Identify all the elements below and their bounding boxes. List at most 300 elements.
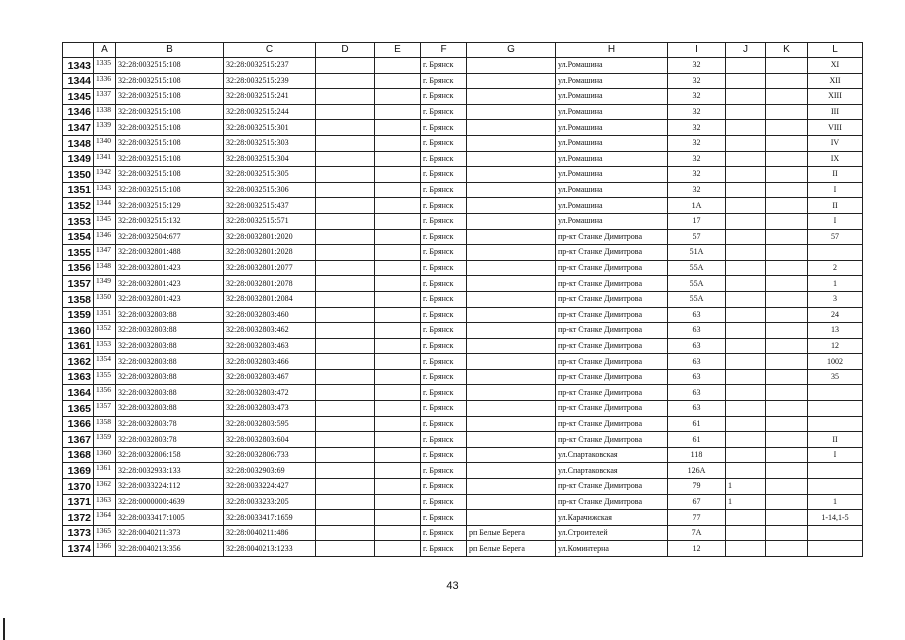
row-number[interactable]: 1369 [63, 463, 94, 479]
cell-e[interactable] [375, 135, 421, 151]
cell-j[interactable] [726, 525, 766, 541]
cell-d[interactable] [316, 385, 375, 401]
cell-b[interactable]: 32:28:0040213:356 [116, 541, 224, 557]
cell-b[interactable]: 32:28:0032515:108 [116, 151, 224, 167]
cell-f[interactable]: г. Брянск [421, 541, 467, 557]
cell-g[interactable] [467, 135, 556, 151]
cell-h[interactable]: пр-кт Станке Димитрова [556, 369, 668, 385]
cell-j[interactable] [726, 510, 766, 526]
cell-b[interactable]: 32:28:0032806:158 [116, 447, 224, 463]
row-number[interactable]: 1348 [63, 135, 94, 151]
cell-b[interactable]: 32:28:0032803:78 [116, 432, 224, 448]
row-number[interactable]: 1365 [63, 401, 94, 417]
row-number[interactable]: 1364 [63, 385, 94, 401]
cell-i[interactable]: 61 [668, 432, 726, 448]
cell-b[interactable]: 32:28:0032515:108 [116, 167, 224, 183]
cell-g[interactable] [467, 104, 556, 120]
cell-i[interactable]: 63 [668, 385, 726, 401]
cell-l[interactable]: 3 [808, 291, 863, 307]
cell-h[interactable]: пр-кт Станке Димитрова [556, 260, 668, 276]
cell-c[interactable]: 32:28:0032515:244 [224, 104, 316, 120]
cell-h[interactable]: ул.Ромашина [556, 73, 668, 89]
cell-g[interactable] [467, 89, 556, 105]
cell-i[interactable]: 32 [668, 58, 726, 74]
cell-l[interactable]: 12 [808, 338, 863, 354]
row-number[interactable]: 1347 [63, 120, 94, 136]
cell-b[interactable]: 32:28:0032515:108 [116, 120, 224, 136]
cell-j[interactable] [726, 354, 766, 370]
cell-b[interactable]: 32:28:0032515:108 [116, 89, 224, 105]
cell-c[interactable]: 32:28:0032806:733 [224, 447, 316, 463]
cell-d[interactable] [316, 245, 375, 261]
cell-j[interactable] [726, 198, 766, 214]
column-header-b[interactable]: B [116, 43, 224, 58]
cell-l[interactable]: I [808, 182, 863, 198]
cell-a[interactable]: 1355 [94, 369, 116, 385]
cell-h[interactable]: пр-кт Станке Димитрова [556, 338, 668, 354]
cell-a[interactable]: 1360 [94, 447, 116, 463]
cell-j[interactable] [726, 385, 766, 401]
cell-e[interactable] [375, 167, 421, 183]
cell-g[interactable] [467, 401, 556, 417]
row-number[interactable]: 1344 [63, 73, 94, 89]
cell-l[interactable]: I [808, 447, 863, 463]
cell-h[interactable]: ул.Строителей [556, 525, 668, 541]
cell-f[interactable]: г. Брянск [421, 73, 467, 89]
cell-g[interactable] [467, 323, 556, 339]
cell-i[interactable]: 126А [668, 463, 726, 479]
cell-c[interactable]: 32:28:0032803:463 [224, 338, 316, 354]
cell-c[interactable]: 32:28:0032515:301 [224, 120, 316, 136]
cell-j[interactable] [726, 260, 766, 276]
cell-d[interactable] [316, 447, 375, 463]
cell-d[interactable] [316, 291, 375, 307]
cell-e[interactable] [375, 89, 421, 105]
cell-i[interactable]: 55А [668, 260, 726, 276]
cell-e[interactable] [375, 338, 421, 354]
cell-b[interactable]: 32:28:0032803:88 [116, 369, 224, 385]
cell-l[interactable]: 24 [808, 307, 863, 323]
cell-b[interactable]: 32:28:0032801:423 [116, 276, 224, 292]
cell-h[interactable]: пр-кт Станке Димитрова [556, 494, 668, 510]
cell-c[interactable]: 32:28:0032515:571 [224, 213, 316, 229]
cell-k[interactable] [766, 104, 808, 120]
cell-b[interactable]: 32:28:0032515:108 [116, 182, 224, 198]
cell-h[interactable]: ул.Спартаковская [556, 463, 668, 479]
cell-f[interactable]: г. Брянск [421, 58, 467, 74]
column-header-d[interactable]: D [316, 43, 375, 58]
cell-k[interactable] [766, 447, 808, 463]
row-number[interactable]: 1343 [63, 58, 94, 74]
cell-a[interactable]: 1336 [94, 73, 116, 89]
cell-b[interactable]: 32:28:0032933:133 [116, 463, 224, 479]
cell-j[interactable] [726, 182, 766, 198]
cell-a[interactable]: 1363 [94, 494, 116, 510]
cell-d[interactable] [316, 260, 375, 276]
cell-c[interactable]: 32:28:0032803:595 [224, 416, 316, 432]
cell-f[interactable]: г. Брянск [421, 291, 467, 307]
cell-e[interactable] [375, 447, 421, 463]
cell-k[interactable] [766, 58, 808, 74]
cell-j[interactable] [726, 245, 766, 261]
cell-d[interactable] [316, 510, 375, 526]
cell-l[interactable] [808, 416, 863, 432]
cell-c[interactable]: 32:28:0032515:305 [224, 167, 316, 183]
cell-j[interactable] [726, 323, 766, 339]
cell-a[interactable]: 1362 [94, 479, 116, 495]
cell-l[interactable]: II [808, 432, 863, 448]
cell-d[interactable] [316, 120, 375, 136]
cell-l[interactable] [808, 385, 863, 401]
cell-g[interactable] [467, 510, 556, 526]
cell-d[interactable] [316, 354, 375, 370]
column-header-h[interactable]: H [556, 43, 668, 58]
column-header-g[interactable]: G [467, 43, 556, 58]
cell-h[interactable]: ул.Ромашина [556, 89, 668, 105]
cell-h[interactable]: пр-кт Станке Димитрова [556, 401, 668, 417]
cell-d[interactable] [316, 167, 375, 183]
cell-g[interactable] [467, 182, 556, 198]
row-number[interactable]: 1359 [63, 307, 94, 323]
cell-e[interactable] [375, 494, 421, 510]
cell-d[interactable] [316, 416, 375, 432]
cell-k[interactable] [766, 135, 808, 151]
cell-f[interactable]: г. Брянск [421, 494, 467, 510]
cell-d[interactable] [316, 479, 375, 495]
cell-e[interactable] [375, 58, 421, 74]
cell-e[interactable] [375, 151, 421, 167]
cell-a[interactable]: 1353 [94, 338, 116, 354]
cell-i[interactable]: 63 [668, 369, 726, 385]
cell-e[interactable] [375, 510, 421, 526]
cell-d[interactable] [316, 58, 375, 74]
row-number[interactable]: 1372 [63, 510, 94, 526]
cell-j[interactable] [726, 167, 766, 183]
cell-l[interactable] [808, 479, 863, 495]
cell-k[interactable] [766, 525, 808, 541]
cell-f[interactable]: г. Брянск [421, 307, 467, 323]
cell-e[interactable] [375, 432, 421, 448]
cell-f[interactable]: г. Брянск [421, 416, 467, 432]
cell-f[interactable]: г. Брянск [421, 323, 467, 339]
cell-b[interactable]: 32:28:0032515:108 [116, 135, 224, 151]
cell-i[interactable]: 32 [668, 135, 726, 151]
cell-d[interactable] [316, 541, 375, 557]
cell-l[interactable] [808, 401, 863, 417]
row-number[interactable]: 1367 [63, 432, 94, 448]
cell-b[interactable]: 32:28:0032803:88 [116, 323, 224, 339]
cell-d[interactable] [316, 198, 375, 214]
column-header-k[interactable]: K [766, 43, 808, 58]
cell-i[interactable]: 32 [668, 73, 726, 89]
cell-e[interactable] [375, 120, 421, 136]
cell-i[interactable]: 32 [668, 104, 726, 120]
cell-g[interactable] [467, 338, 556, 354]
cell-i[interactable]: 55А [668, 291, 726, 307]
cell-k[interactable] [766, 385, 808, 401]
cell-j[interactable] [726, 120, 766, 136]
cell-f[interactable]: г. Брянск [421, 151, 467, 167]
cell-e[interactable] [375, 229, 421, 245]
cell-h[interactable]: ул.Карачижская [556, 510, 668, 526]
cell-c[interactable]: 32:28:0033417:1659 [224, 510, 316, 526]
cell-j[interactable] [726, 58, 766, 74]
cell-d[interactable] [316, 213, 375, 229]
cell-d[interactable] [316, 369, 375, 385]
cell-k[interactable] [766, 198, 808, 214]
cell-f[interactable]: г. Брянск [421, 276, 467, 292]
cell-c[interactable]: 32:28:0032801:2028 [224, 245, 316, 261]
row-number[interactable]: 1370 [63, 479, 94, 495]
cell-k[interactable] [766, 276, 808, 292]
column-header-e[interactable]: E [375, 43, 421, 58]
cell-f[interactable]: г. Брянск [421, 260, 467, 276]
row-number[interactable]: 1349 [63, 151, 94, 167]
cell-e[interactable] [375, 245, 421, 261]
cell-h[interactable]: ул.Ромашина [556, 213, 668, 229]
cell-g[interactable] [467, 354, 556, 370]
cell-a[interactable]: 1351 [94, 307, 116, 323]
cell-g[interactable] [467, 120, 556, 136]
cell-d[interactable] [316, 307, 375, 323]
cell-a[interactable]: 1358 [94, 416, 116, 432]
cell-i[interactable]: 51А [668, 245, 726, 261]
cell-l[interactable]: III [808, 104, 863, 120]
cell-g[interactable] [467, 167, 556, 183]
cell-f[interactable]: г. Брянск [421, 510, 467, 526]
cell-a[interactable]: 1349 [94, 276, 116, 292]
cell-e[interactable] [375, 260, 421, 276]
cell-b[interactable]: 32:28:0033417:1005 [116, 510, 224, 526]
cell-i[interactable]: 61 [668, 416, 726, 432]
cell-j[interactable] [726, 291, 766, 307]
cell-d[interactable] [316, 135, 375, 151]
cell-f[interactable]: г. Брянск [421, 401, 467, 417]
cell-l[interactable]: 13 [808, 323, 863, 339]
cell-e[interactable] [375, 369, 421, 385]
cell-i[interactable]: 63 [668, 354, 726, 370]
row-number[interactable]: 1373 [63, 525, 94, 541]
cell-j[interactable]: 1 [726, 479, 766, 495]
row-number[interactable]: 1366 [63, 416, 94, 432]
cell-c[interactable]: 32:28:0032515:303 [224, 135, 316, 151]
cell-c[interactable]: 32:28:0032803:604 [224, 432, 316, 448]
cell-j[interactable] [726, 307, 766, 323]
cell-a[interactable]: 1366 [94, 541, 116, 557]
cell-c[interactable]: 32:28:0032803:466 [224, 354, 316, 370]
cell-l[interactable]: IX [808, 151, 863, 167]
cell-i[interactable]: 32 [668, 182, 726, 198]
row-number[interactable]: 1352 [63, 198, 94, 214]
cell-f[interactable]: г. Брянск [421, 245, 467, 261]
cell-b[interactable]: 32:28:0000000:4639 [116, 494, 224, 510]
cell-l[interactable]: 2 [808, 260, 863, 276]
cell-d[interactable] [316, 276, 375, 292]
row-number[interactable]: 1363 [63, 369, 94, 385]
cell-a[interactable]: 1343 [94, 182, 116, 198]
cell-e[interactable] [375, 198, 421, 214]
cell-h[interactable]: ул.Коминтерна [556, 541, 668, 557]
cell-f[interactable]: г. Брянск [421, 167, 467, 183]
cell-j[interactable] [726, 541, 766, 557]
cell-f[interactable]: г. Брянск [421, 135, 467, 151]
cell-a[interactable]: 1354 [94, 354, 116, 370]
cell-l[interactable]: II [808, 198, 863, 214]
cell-j[interactable] [726, 135, 766, 151]
cell-f[interactable]: г. Брянск [421, 182, 467, 198]
cell-c[interactable]: 32:28:0032515:304 [224, 151, 316, 167]
cell-k[interactable] [766, 151, 808, 167]
cell-k[interactable] [766, 338, 808, 354]
column-header-f[interactable]: F [421, 43, 467, 58]
cell-c[interactable]: 32:28:0032803:467 [224, 369, 316, 385]
cell-g[interactable] [467, 198, 556, 214]
column-header-i[interactable]: I [668, 43, 726, 58]
cell-h[interactable]: ул.Ромашина [556, 120, 668, 136]
cell-c[interactable]: 32:28:0032803:473 [224, 401, 316, 417]
cell-a[interactable]: 1339 [94, 120, 116, 136]
cell-f[interactable]: г. Брянск [421, 463, 467, 479]
cell-b[interactable]: 32:28:0040211:373 [116, 525, 224, 541]
cell-c[interactable]: 32:28:0032515:241 [224, 89, 316, 105]
cell-g[interactable] [467, 416, 556, 432]
cell-a[interactable]: 1359 [94, 432, 116, 448]
cell-g[interactable]: рп Белые Берега [467, 525, 556, 541]
cell-i[interactable]: 32 [668, 120, 726, 136]
cell-d[interactable] [316, 73, 375, 89]
column-header-a[interactable]: A [94, 43, 116, 58]
cell-e[interactable] [375, 182, 421, 198]
cell-i[interactable]: 63 [668, 338, 726, 354]
cell-f[interactable]: г. Брянск [421, 198, 467, 214]
cell-k[interactable] [766, 354, 808, 370]
cell-h[interactable]: ул.Ромашина [556, 198, 668, 214]
cell-i[interactable]: 63 [668, 323, 726, 339]
cell-i[interactable]: 17 [668, 213, 726, 229]
cell-g[interactable] [467, 463, 556, 479]
cell-d[interactable] [316, 525, 375, 541]
cell-k[interactable] [766, 479, 808, 495]
cell-e[interactable] [375, 479, 421, 495]
row-number[interactable]: 1357 [63, 276, 94, 292]
cell-a[interactable]: 1364 [94, 510, 116, 526]
cell-j[interactable] [726, 213, 766, 229]
column-header-l[interactable]: L [808, 43, 863, 58]
cell-e[interactable] [375, 416, 421, 432]
cell-k[interactable] [766, 120, 808, 136]
column-header-c[interactable]: C [224, 43, 316, 58]
row-number[interactable]: 1350 [63, 167, 94, 183]
cell-g[interactable] [467, 245, 556, 261]
row-number[interactable]: 1361 [63, 338, 94, 354]
row-number[interactable]: 1362 [63, 354, 94, 370]
cell-h[interactable]: ул.Ромашина [556, 58, 668, 74]
cell-d[interactable] [316, 494, 375, 510]
cell-k[interactable] [766, 307, 808, 323]
cell-k[interactable] [766, 432, 808, 448]
cell-b[interactable]: 32:28:0032803:88 [116, 401, 224, 417]
cell-l[interactable]: 1002 [808, 354, 863, 370]
cell-k[interactable] [766, 182, 808, 198]
cell-d[interactable] [316, 463, 375, 479]
cell-f[interactable]: г. Брянск [421, 479, 467, 495]
cell-g[interactable] [467, 479, 556, 495]
row-number[interactable]: 1356 [63, 260, 94, 276]
cell-f[interactable]: г. Брянск [421, 447, 467, 463]
cell-b[interactable]: 32:28:0032803:88 [116, 354, 224, 370]
cell-i[interactable]: 1А [668, 198, 726, 214]
cell-j[interactable] [726, 338, 766, 354]
cell-k[interactable] [766, 494, 808, 510]
cell-c[interactable]: 32:28:0032515:437 [224, 198, 316, 214]
cell-i[interactable]: 57 [668, 229, 726, 245]
cell-e[interactable] [375, 401, 421, 417]
row-number[interactable]: 1346 [63, 104, 94, 120]
cell-h[interactable]: пр-кт Станке Димитрова [556, 323, 668, 339]
cell-c[interactable]: 32:28:0032801:2084 [224, 291, 316, 307]
cell-b[interactable]: 32:28:0032803:88 [116, 307, 224, 323]
cell-i[interactable]: 63 [668, 307, 726, 323]
cell-i[interactable]: 79 [668, 479, 726, 495]
cell-e[interactable] [375, 104, 421, 120]
cell-e[interactable] [375, 323, 421, 339]
row-number[interactable]: 1371 [63, 494, 94, 510]
cell-h[interactable]: ул.Ромашина [556, 167, 668, 183]
cell-a[interactable]: 1346 [94, 229, 116, 245]
cell-g[interactable] [467, 432, 556, 448]
cell-g[interactable] [467, 260, 556, 276]
cell-g[interactable] [467, 213, 556, 229]
row-number[interactable]: 1353 [63, 213, 94, 229]
cell-c[interactable]: 32:28:0032515:306 [224, 182, 316, 198]
cell-j[interactable] [726, 151, 766, 167]
cell-a[interactable]: 1352 [94, 323, 116, 339]
cell-j[interactable] [726, 401, 766, 417]
cell-c[interactable]: 32:28:0040211:486 [224, 525, 316, 541]
cell-k[interactable] [766, 229, 808, 245]
cell-b[interactable]: 32:28:0032515:132 [116, 213, 224, 229]
cell-g[interactable] [467, 307, 556, 323]
cell-b[interactable]: 32:28:0032803:78 [116, 416, 224, 432]
cell-c[interactable]: 32:28:0032801:2078 [224, 276, 316, 292]
cell-e[interactable] [375, 291, 421, 307]
cell-i[interactable]: 32 [668, 151, 726, 167]
cell-a[interactable]: 1365 [94, 525, 116, 541]
cell-i[interactable]: 67 [668, 494, 726, 510]
cell-l[interactable]: 1-14,1-5 [808, 510, 863, 526]
cell-k[interactable] [766, 510, 808, 526]
cell-i[interactable]: 77 [668, 510, 726, 526]
cell-d[interactable] [316, 229, 375, 245]
cell-f[interactable]: г. Брянск [421, 385, 467, 401]
cell-a[interactable]: 1345 [94, 213, 116, 229]
cell-l[interactable] [808, 245, 863, 261]
row-number[interactable]: 1374 [63, 541, 94, 557]
cell-a[interactable]: 1338 [94, 104, 116, 120]
cell-d[interactable] [316, 338, 375, 354]
cell-h[interactable]: пр-кт Станке Димитрова [556, 416, 668, 432]
cell-k[interactable] [766, 245, 808, 261]
cell-h[interactable]: пр-кт Станке Димитрова [556, 276, 668, 292]
cell-l[interactable]: IV [808, 135, 863, 151]
cell-b[interactable]: 32:28:0032515:108 [116, 58, 224, 74]
cell-j[interactable] [726, 89, 766, 105]
cell-h[interactable]: ул.Ромашина [556, 182, 668, 198]
cell-j[interactable]: 1 [726, 494, 766, 510]
cell-k[interactable] [766, 73, 808, 89]
row-number[interactable]: 1358 [63, 291, 94, 307]
cell-g[interactable]: рп Белые Берега [467, 541, 556, 557]
